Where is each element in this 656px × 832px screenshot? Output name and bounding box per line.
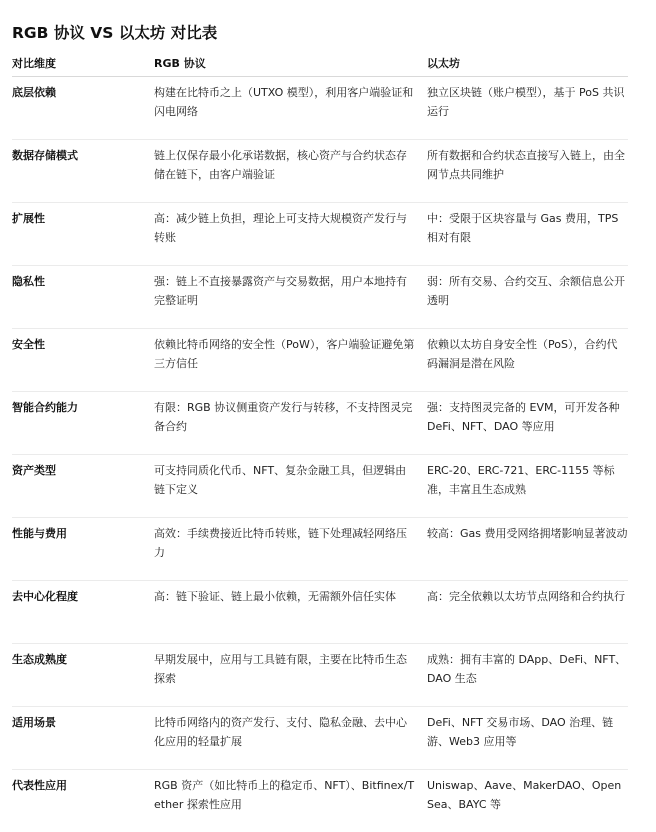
ethereum-cell: 强：支持图灵完备的 EVM，可开发各种 DeFi、NFT、DAO 等应用 <box>427 392 628 455</box>
table-row <box>12 518 628 581</box>
table-row <box>12 329 628 392</box>
header-rgb: RGB 协议 <box>154 50 427 77</box>
header-dimension: 对比维度 <box>12 50 154 77</box>
table-row <box>12 455 628 518</box>
ethereum-cell: 高：完全依赖以太坊节点网络和合约执行 <box>427 581 628 644</box>
table-row <box>12 770 628 832</box>
dimension-cell: 去中心化程度 <box>12 581 154 644</box>
dimension-cell: 扩展性 <box>12 203 154 266</box>
dimension-cell: 隐私性 <box>12 266 154 329</box>
rgb-cell: 高效：手续费接近比特币转账，链下处理减轻网络压力 <box>154 518 427 581</box>
table-row <box>12 203 628 266</box>
ethereum-cell: 弱：所有交易、合约交互、余额信息公开透明 <box>427 266 628 329</box>
ethereum-cell: 所有数据和合约状态直接写入链上，由全网节点共同维护 <box>427 140 628 203</box>
ethereum-cell: 较高：Gas 费用受网络拥堵影响显著波动 <box>427 518 628 581</box>
dimension-cell: 底层依赖 <box>12 77 154 140</box>
table-row <box>12 266 628 329</box>
rgb-cell: 可支持同质化代币、NFT、复杂金融工具，但逻辑由链下定义 <box>154 455 427 518</box>
rgb-cell: 比特币网络内的资产发行、支付、隐私金融、去中心化应用的轻量扩展 <box>154 707 427 770</box>
rgb-cell: 依赖比特币网络的安全性（PoW），客户端验证避免第三方信任 <box>154 329 427 392</box>
rgb-cell: 高：减少链上负担，理论上可支持大规模资产发行与转账 <box>154 203 427 266</box>
header-ethereum: 以太坊 <box>427 50 628 77</box>
ethereum-cell: ERC-20、ERC-721、ERC-1155 等标准，丰富且生态成熟 <box>427 455 628 518</box>
rgb-cell: RGB 资产（如比特币上的稳定币、NFT）、Bitfinex/Tether 探索性应用 <box>154 770 427 832</box>
table-row <box>12 392 628 455</box>
rgb-cell: 早期发展中，应用与工具链有限，主要在比特币生态探索 <box>154 644 427 707</box>
table-row <box>12 644 628 707</box>
ethereum-cell: 独立区块链（账户模型），基于 PoS 共识运行 <box>427 77 628 140</box>
ethereum-cell: 中：受限于区块容量与 Gas 费用，TPS 相对有限 <box>427 203 628 266</box>
rgb-cell: 强：链上不直接暴露资产与交易数据，用户本地持有完整证明 <box>154 266 427 329</box>
ethereum-cell: 成熟：拥有丰富的 DApp、DeFi、NFT、DAO 生态 <box>427 644 628 707</box>
table-row <box>12 77 628 140</box>
table-header <box>12 50 628 77</box>
header-row <box>12 50 628 77</box>
table-body <box>12 77 628 832</box>
dimension-cell: 生态成熟度 <box>12 644 154 707</box>
dimension-cell: 数据存储模式 <box>12 140 154 203</box>
rgb-cell: 链上仅保存最小化承诺数据，核心资产与合约状态存储在链下，由客户端验证 <box>154 140 427 203</box>
dimension-cell: 性能与费用 <box>12 518 154 581</box>
rgb-cell: 高：链下验证、链上最小依赖，无需额外信任实体 <box>154 581 427 644</box>
table-row <box>12 707 628 770</box>
dimension-cell: 资产类型 <box>12 455 154 518</box>
ethereum-cell: DeFi、NFT 交易市场、DAO 治理、链游、Web3 应用等 <box>427 707 628 770</box>
ethereum-cell: Uniswap、Aave、MakerDAO、OpenSea、BAYC 等 <box>427 770 628 832</box>
dimension-cell: 安全性 <box>12 329 154 392</box>
rgb-cell: 构建在比特币之上（UTXO 模型），利用客户端验证和闪电网络 <box>154 77 427 140</box>
dimension-cell: 代表性应用 <box>12 770 154 832</box>
rgb-cell: 有限：RGB 协议侧重资产发行与转移，不支持图灵完备合约 <box>154 392 427 455</box>
table-row <box>12 581 628 644</box>
dimension-cell: 智能合约能力 <box>12 392 154 455</box>
ethereum-cell: 依赖以太坊自身安全性（PoS），合约代码漏洞是潜在风险 <box>427 329 628 392</box>
page-title: RGB 协议 VS 以太坊 对比表 <box>12 0 656 46</box>
comparison-table <box>12 50 628 832</box>
dimension-cell: 适用场景 <box>12 707 154 770</box>
table-row <box>12 140 628 203</box>
